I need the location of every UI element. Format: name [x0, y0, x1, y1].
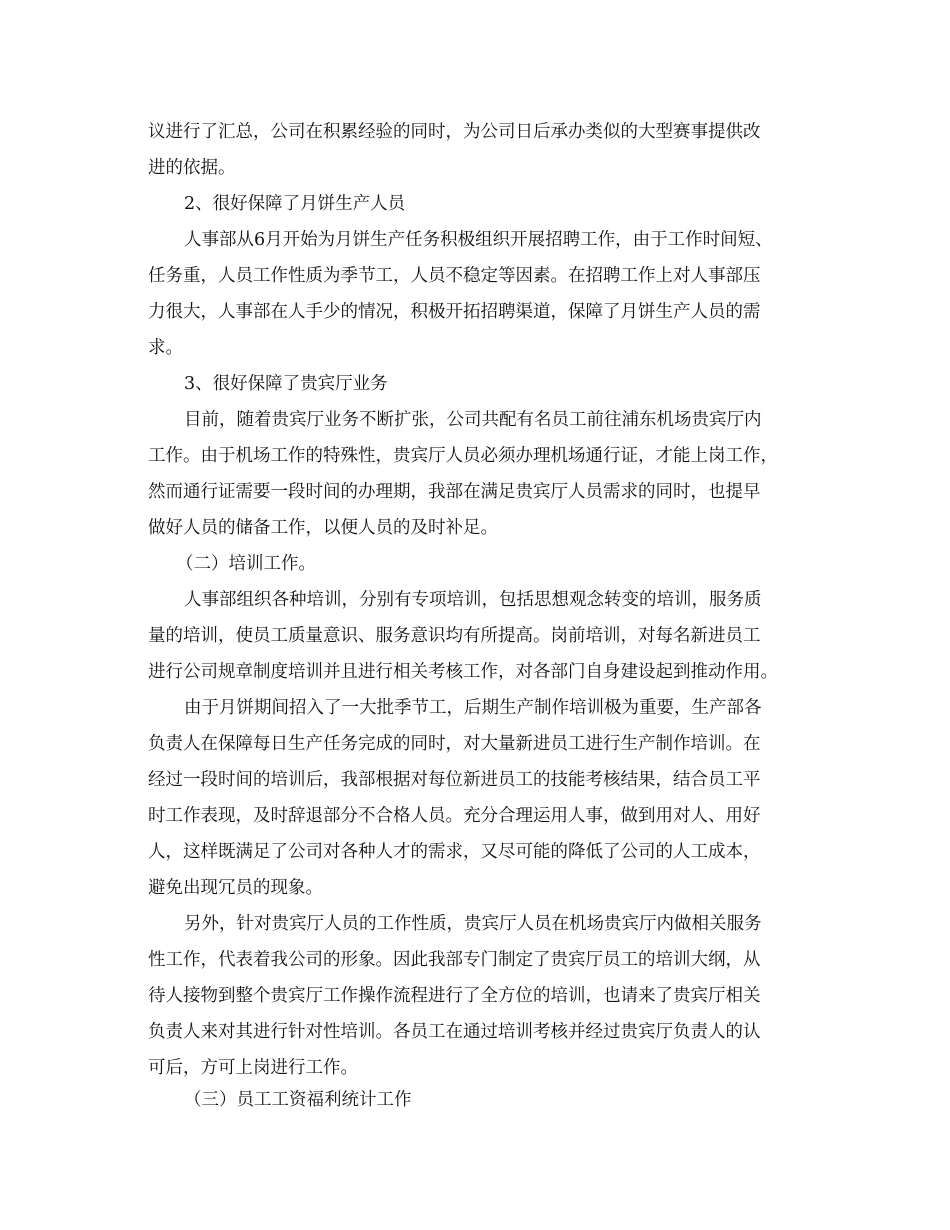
body-text-line: 负责人在保障每日生产任务完成的同时，对大量新进员工进行生产制作培训。在: [148, 734, 761, 754]
body-text-line: 进的依据。: [148, 158, 236, 178]
body-text-line: 任务重，人员工作性质为季节工，人员不稳定等因素。在招聘工作上对人事部压: [148, 266, 761, 286]
body-text-line: 量的培训，使员工质量意识、服务意识均有所提高。岗前培训，对每名新进员工: [148, 626, 761, 646]
body-text-line: 做好人员的储备工作，以便人员的及时补足。: [148, 518, 498, 538]
body-text-line: 负责人来对其进行针对性培训。各员工在通过培训考核并经过贵宾厅负责人的认: [148, 1022, 761, 1042]
body-text-line: 进行公司规章制度培训并且进行相关考核工作，对各部门自身建设起到推动作用。: [148, 662, 778, 682]
section-heading: （二）培训工作。: [176, 554, 316, 574]
section-heading: 2、很好保障了月饼生产人员: [184, 194, 406, 214]
body-text-line: 由于月饼期间招入了一大批季节工，后期生产制作培训极为重要，生产部各: [184, 698, 762, 718]
section-heading: 3、很好保障了贵宾厅业务: [184, 374, 388, 394]
body-text-line: 性工作，代表着我公司的形象。因此我部专门制定了贵宾厅员工的培训大纲，从: [148, 950, 761, 970]
body-text-line: 避免出现冗员的现象。: [148, 878, 323, 898]
body-text-line: 时工作表现，及时辞退部分不合格人员。充分合理运用人事，做到用对人、用好: [148, 806, 761, 826]
body-text-line: 经过一段时间的培训后，我部根据对每位新进员工的技能考核结果，结合员工平: [148, 770, 761, 790]
body-text-line: 力很大，人事部在人手少的情况，积极开拓招聘渠道，保障了月饼生产人员的需: [148, 302, 761, 322]
body-text-line: 另外，针对贵宾厅人员的工作性质，贵宾厅人员在机场贵宾厅内做相关服务: [184, 914, 762, 934]
body-text-line: 人，这样既满足了公司对各种人才的需求，又尽可能的降低了公司的人工成本，: [148, 842, 761, 862]
section-heading: （三）员工工资福利统计工作: [184, 1090, 412, 1110]
body-text-line: 工作。由于机场工作的特殊性，贵宾厅人员必须办理机场通行证，才能上岗工作，: [148, 446, 778, 466]
body-text-line: 目前，随着贵宾厅业务不断扩张，公司共配有名员工前往浦东机场贵宾厅内: [184, 410, 762, 430]
body-text-line: 然而通行证需要一段时间的办理期，我部在满足贵宾厅人员需求的同时，也提早: [148, 482, 761, 502]
body-text-line: 人事部组织各种培训，分别有专项培训，包括思想观念转变的培训，服务质: [184, 590, 762, 610]
body-text-line: 人事部从6月开始为月饼生产任务积极组织开展招聘工作，由于工作时间短、: [184, 230, 773, 250]
body-text-line: 可后，方可上岗进行工作。: [148, 1058, 358, 1078]
body-text-line: 求。: [148, 338, 183, 358]
body-text-line: 待人接物到整个贵宾厅工作操作流程进行了全方位的培训，也请来了贵宾厅相关: [148, 986, 761, 1006]
body-text-line: 议进行了汇总，公司在积累经验的同时，为公司日后承办类似的大型赛事提供改: [148, 122, 761, 142]
